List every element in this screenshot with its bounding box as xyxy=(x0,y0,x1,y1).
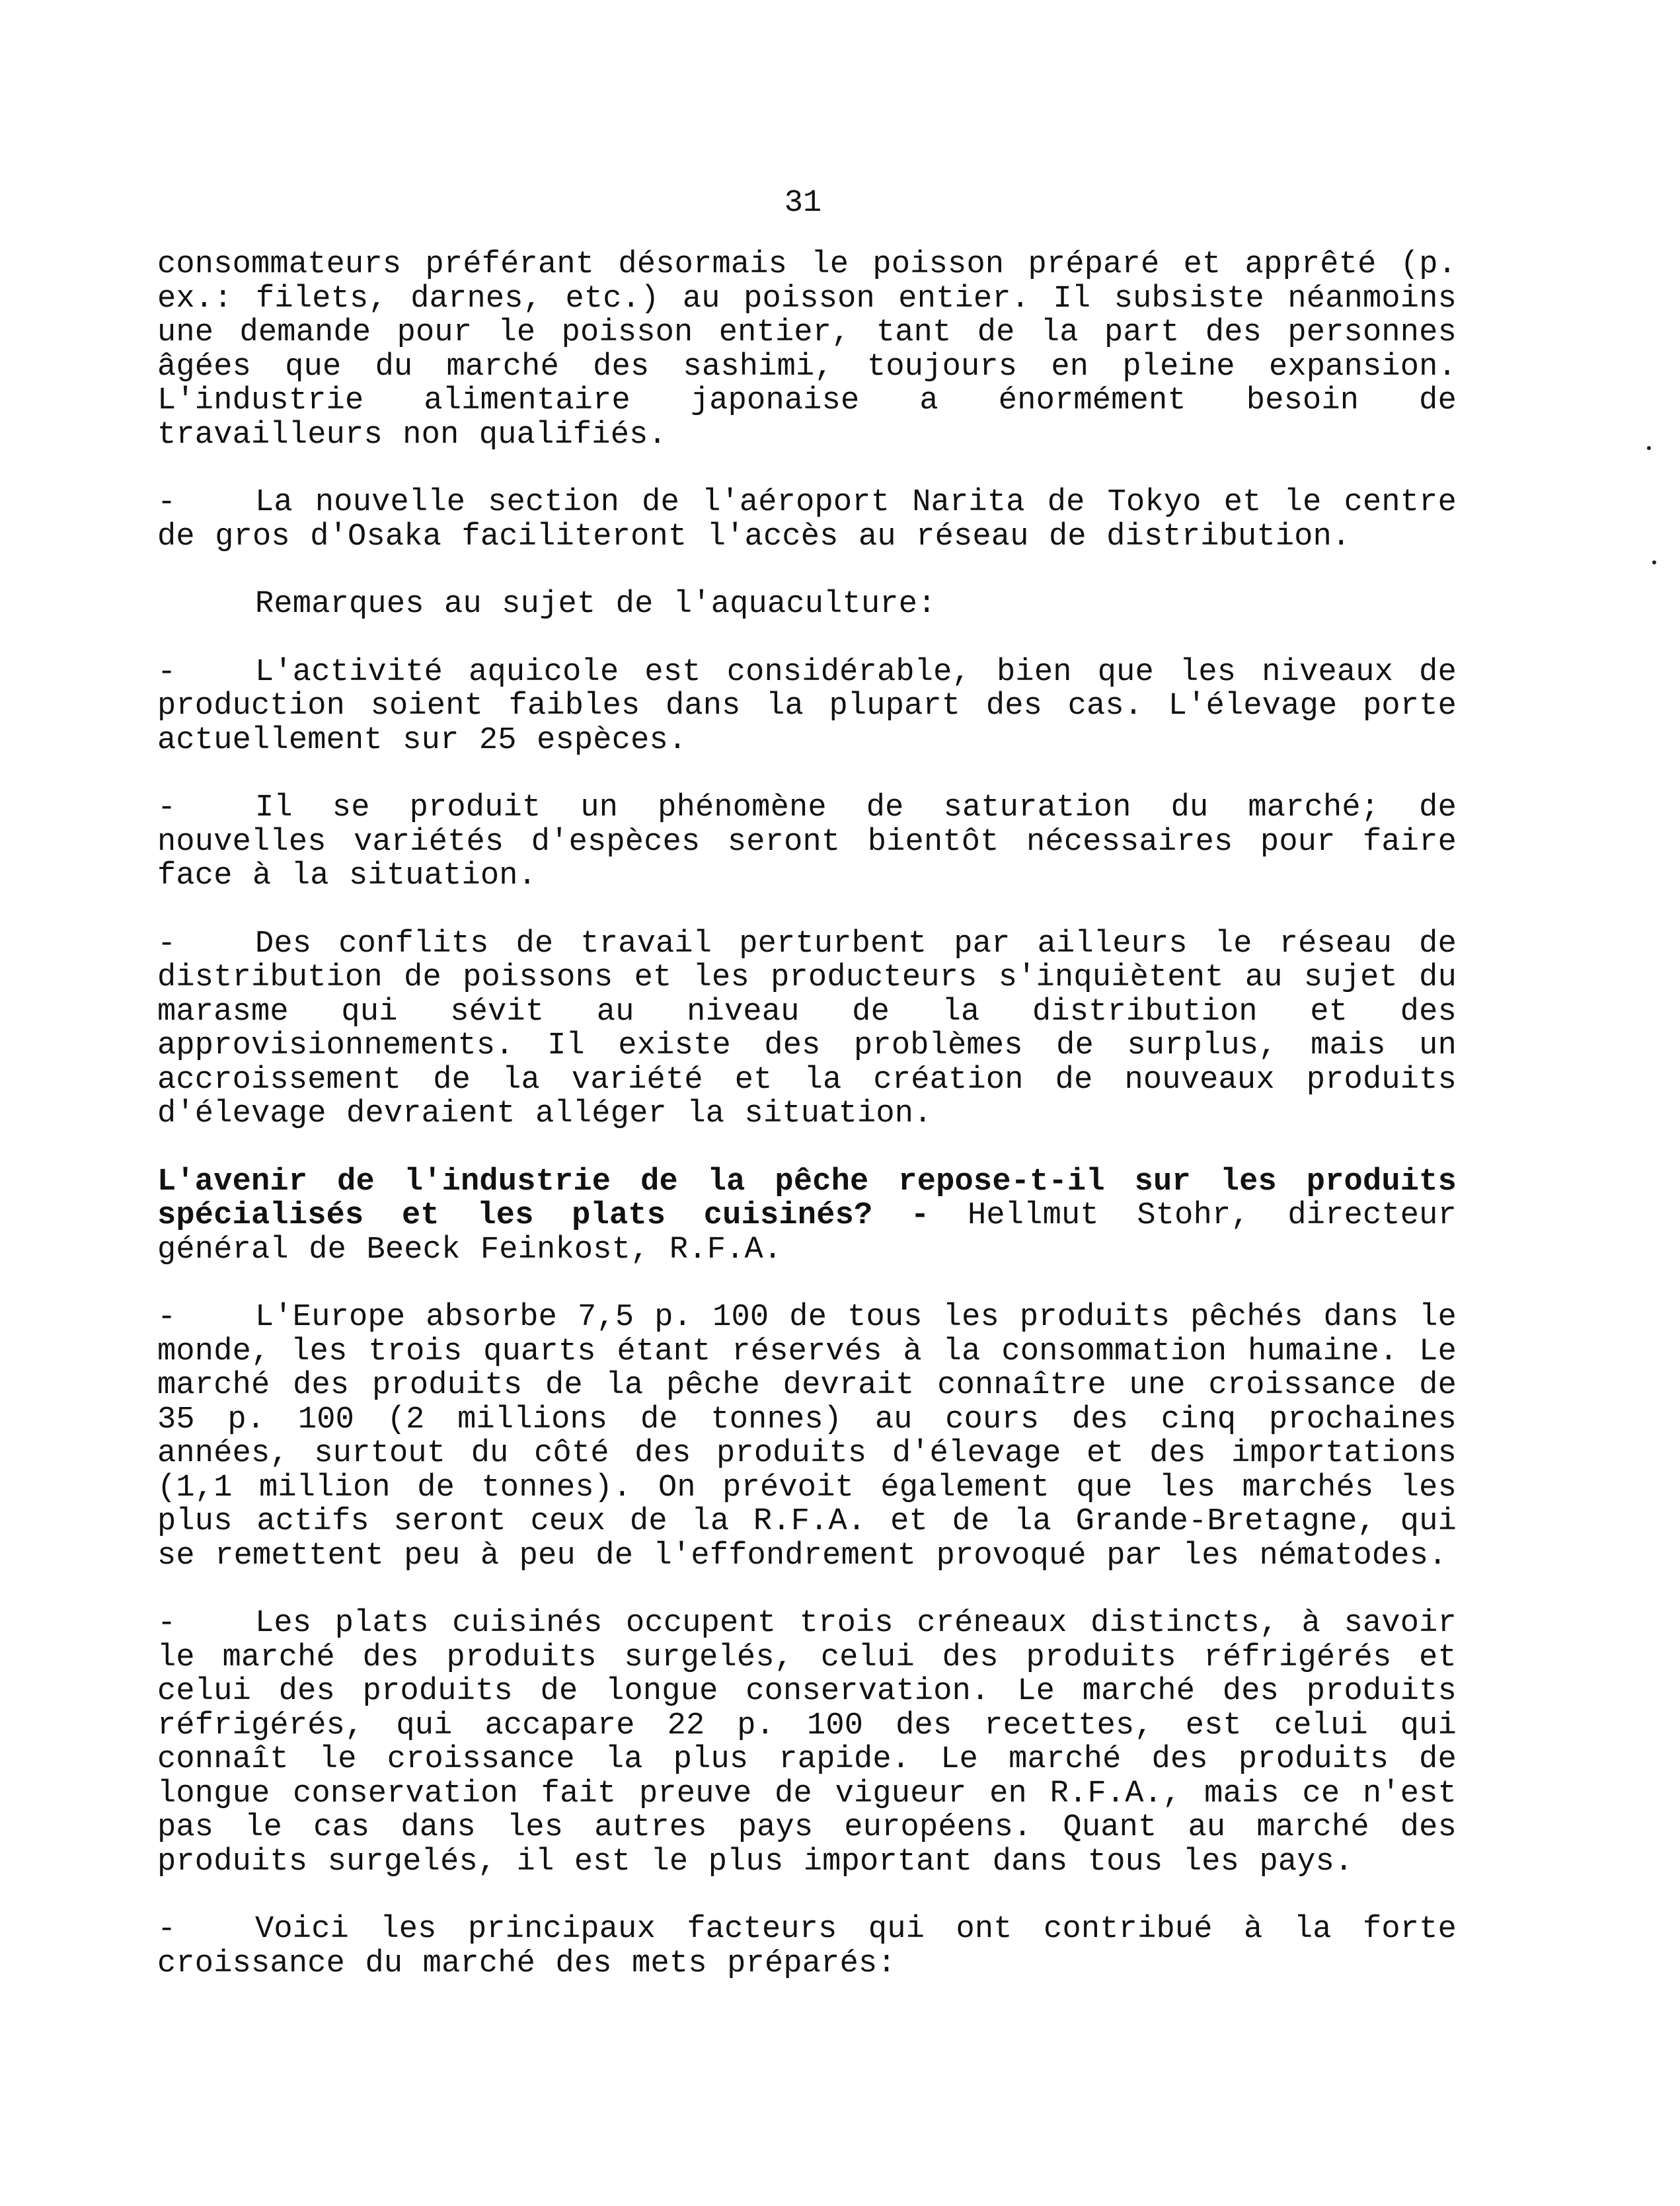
bullet-paragraph-conflits xyxy=(157,927,1457,1131)
bullet-text: Des conflits de travail perturbent par ailleurs le réseau de distribution de poissons et les producteurs s'inquiètent au sujet du marasme qui sévit au niveau de la distribution et des approvisionnements. Il existe des problèmes de surplus, mais un accroissement de la variété et la création de nouveaux produits d'élevage devraient alléger la situation. xyxy=(157,926,1457,1131)
bullet-paragraph-aquicole xyxy=(157,656,1457,758)
bullet-paragraph-saturation xyxy=(157,791,1457,894)
dash-marker: - xyxy=(157,1912,176,1947)
bullet-text: Voici les principaux facteurs qui ont contribué à la forte croissance du marché des mets préparés: xyxy=(157,1912,1457,1981)
bullet-text: Les plats cuisinés occupent trois créneaux distincts, à savoir le marché des produits surgelés, celui des produits réfrigérés et celui des produits de longue conservation. Le marché des produits réfrigérés, qui accapare 22 p. 100 des recettes, est celui qui connaît le croissance la plus rapide. Le marché des produits de longue conservation fait preuve de vigueur en R.F.A., mais ce n'est pas le cas dans les autres pays européens. Quant au marché des produits surgelés, il est le plus important dans tous les pays. xyxy=(157,1606,1457,1880)
paragraph-continuation: consommateurs préférant désormais le poisson préparé et apprêté (p. ex.: filets, darnes, etc.) au poisson entier. Il subsiste néanmoins une demande pour le poisson entier, tant de la part des personnes âgées que du marché des sashimi, toujours en pleine expansion. L'industrie alimentaire japonaise a énormément besoin de travailleurs non qualifiés. xyxy=(157,247,1457,453)
bullet-paragraph-facteurs xyxy=(157,1913,1457,1981)
dash-marker: - xyxy=(157,926,176,962)
bullet-paragraph-plats-cuisines xyxy=(157,1607,1457,1879)
bullet-paragraph-narita xyxy=(157,486,1457,554)
bullet-text: L'activité aquicole est considérable, bien que les niveaux de production soient faibles dans la plupart des cas. L'élevage porte actuellement sur 25 espèces. xyxy=(157,654,1457,758)
bullet-text: La nouvelle section de l'aéroport Narita de Tokyo et le centre de gros d'Osaka faciliteront l'accès au réseau de distribution. xyxy=(157,485,1457,554)
dash-marker: - xyxy=(157,1606,176,1641)
bullet-text: Il se produit un phénomène de saturation du marché; de nouvelles variétés d'espèces seront bientôt nécessaires pour faire face à la situation. xyxy=(157,790,1457,894)
section-heading-speaker: Hellmut Stohr, directeur général de Beeck Feinkost, R.F.A. xyxy=(157,1198,1457,1268)
document-body xyxy=(157,248,1457,2014)
scan-speck xyxy=(1652,560,1656,564)
dash-marker: - xyxy=(157,1300,176,1335)
bullet-paragraph-europe xyxy=(157,1301,1457,1573)
dash-marker: - xyxy=(157,790,176,825)
dash-marker: - xyxy=(157,654,176,690)
section-heading-paragraph xyxy=(157,1165,1457,1268)
section-intro-aquaculture: Remarques au sujet de l'aquaculture: xyxy=(255,587,936,622)
page-number: 31 xyxy=(784,186,822,221)
section-heading-bold: L'avenir de l'industrie de la pêche repose-t-il sur les produits spécialisés et les plats cuisinés? - xyxy=(157,1164,1457,1233)
dash-marker: - xyxy=(157,485,176,520)
scan-speck xyxy=(1647,446,1651,450)
bullet-text: L'Europe absorbe 7,5 p. 100 de tous les produits pêchés dans le monde, les trois quarts étant réservés à la consommation humaine. Le marché des produits de la pêche devrait connaître une croissance de 35 p. 100 (2 millions de tonnes) au cours des cinq prochaines années, surtout du côté des produits d'élevage et des importations (1,1 million de tonnes). On prévoit également que les marchés les plus actifs seront ceux de la R.F.A. et de la Grande-Bretagne, qui se remettent peu à peu de l'effondrement provoqué par les nématodes. xyxy=(157,1300,1457,1574)
